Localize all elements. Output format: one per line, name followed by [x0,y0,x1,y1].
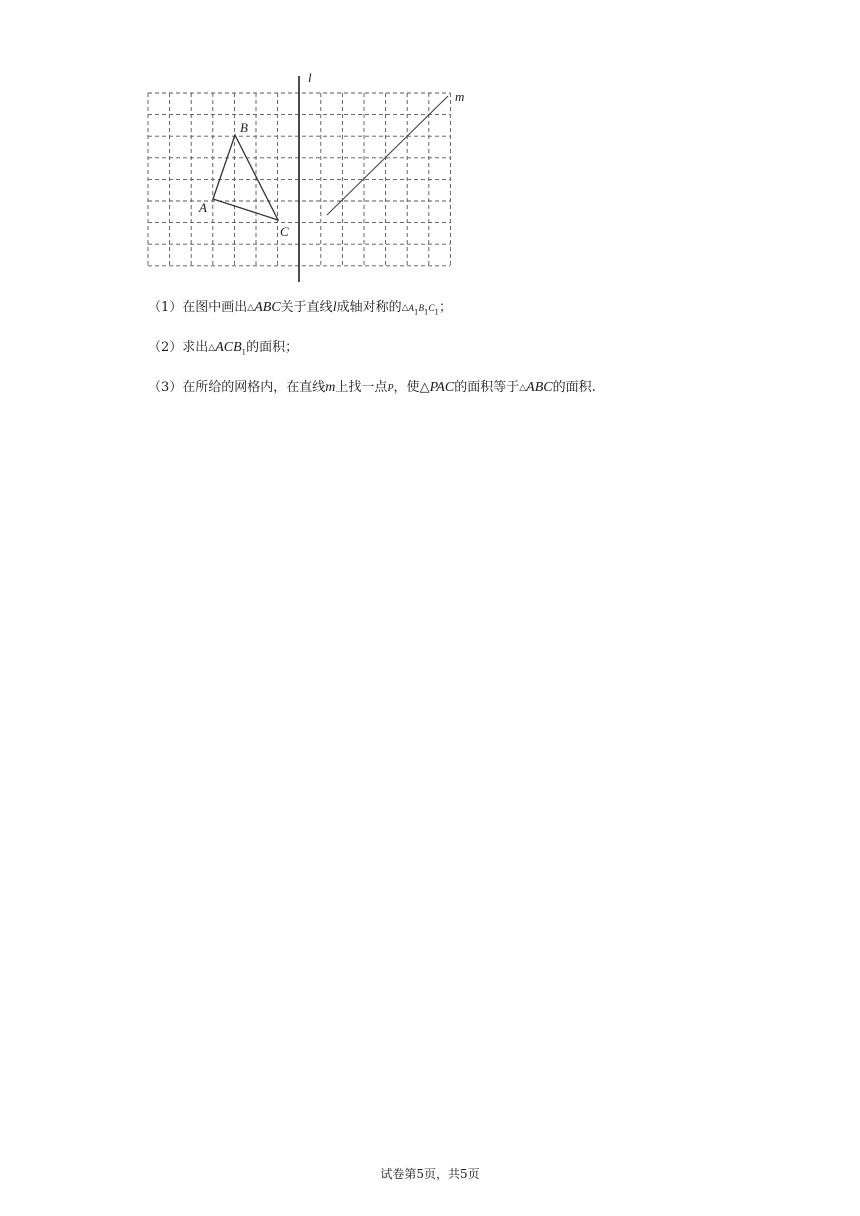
question-2 [148,338,298,363]
q1-a1-sub: 1 [414,308,419,317]
line-m-label: m [455,89,465,104]
point-c-label: C [280,224,289,239]
q1-end: ； [438,300,452,315]
q1-b1-sub: 1 [423,308,429,317]
point-a-label: A [199,200,207,215]
q1-line-l: l [332,300,337,315]
triangle-symbol: △ [208,343,216,353]
q3-text-4: 的面积等于 [454,380,520,395]
triangle-symbol: △ [519,383,527,393]
q1-a1: A [408,303,415,313]
q1-b1: B [418,303,424,313]
q3-text-5: 的面积. [552,380,596,395]
question-2-number: （2） [148,340,183,355]
line-m [327,96,448,215]
q2-text-2: 的面积； [246,340,299,355]
q3-text-2: 上找一点 [335,380,388,395]
grid-figure [140,68,480,288]
q2-acb: ACB [215,340,242,355]
triangle-symbol: △ [419,380,430,395]
question-3-number: （3） [148,380,183,395]
q2-text-1: 求出 [182,340,209,355]
q1-abc: ABC [254,300,281,315]
page-footer: 试卷第5页，共5页 [380,1167,480,1181]
triangle-abc [213,135,278,220]
q1-c1: C [428,303,435,313]
q1-text-2: 关于直线 [280,300,333,315]
q2-acb-sub: 1 [241,348,247,357]
line-l-label: l [308,70,312,85]
q1-text-3: 成轴对称的 [336,300,402,315]
q1-text-1: 在图中画出 [182,300,248,315]
q3-line-m: m [325,380,336,395]
q3-abc: ABC [526,380,553,395]
point-b-label: B [240,120,248,135]
question-3 [148,378,596,399]
q3-pac: PAC [429,380,455,395]
q3-text-3: ，使 [393,380,420,395]
q3-point-p: P [387,383,394,394]
triangle-symbol: △ [247,303,255,313]
question-1 [148,298,452,323]
q3-text-1: 在所给的网格内，在直线 [182,380,326,395]
question-1-number: （1） [148,300,183,315]
triangle-symbol: △ [401,303,409,313]
q1-c1-sub: 1 [434,308,439,317]
